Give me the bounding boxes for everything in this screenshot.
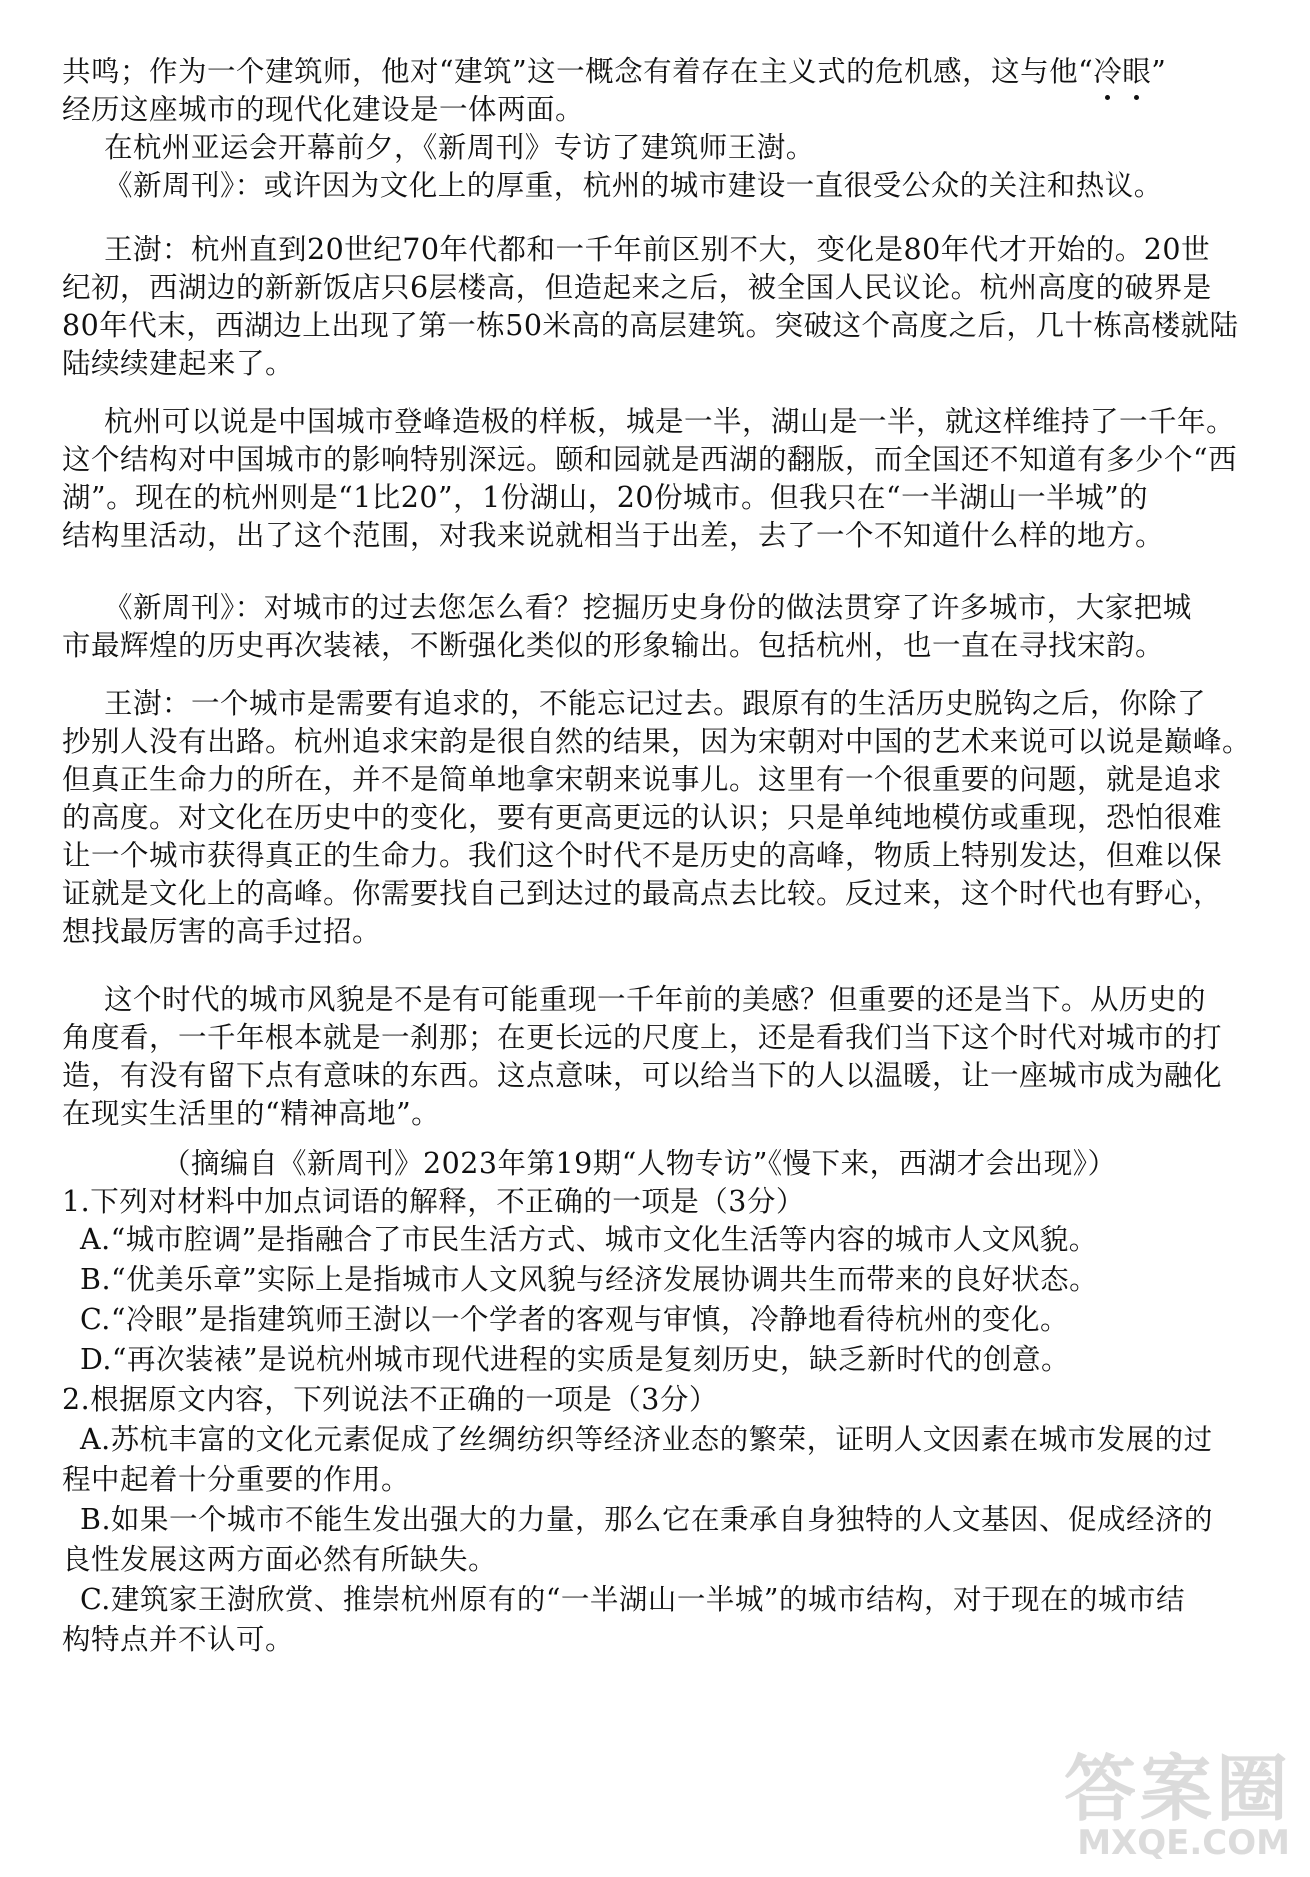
option-d: D.“再次装裱”是说杭州城市现代进程的实质是复刻历史，缺乏新时代的创意。 — [80, 1343, 1071, 1376]
text-line: 王澍：杭州直到20世纪70年代都和一千年前区别不大，变化是80年代才开始的。20世 — [104, 233, 1211, 266]
option-c-cont: 构特点并不认可。 — [62, 1623, 295, 1656]
text-line: 《新周刊》：对城市的过去您怎么看？挖掘历史身份的做法贯穿了许多城市，大家把城 — [104, 591, 1192, 624]
question-2-stem: 2.根据原文内容，下列说法不正确的一项是（3分） — [62, 1383, 718, 1416]
text-line: 但真正生命力的所在，并不是简单地拿宋朝来说事儿。这里有一个很重要的问题，就是追求 — [62, 763, 1223, 796]
option-a: A.“城市腔调”是指融合了市民生活方式、城市文化生活等内容的城市人文风貌。 — [80, 1223, 1098, 1256]
option-a-cont: 程中起着十分重要的作用。 — [62, 1463, 411, 1496]
option-a: A.苏杭丰富的文化元素促成了丝绸纺织等经济业态的繁荣，证明人文因素在城市发展的过 — [80, 1423, 1213, 1456]
watermark-chars: 答案圈 — [1063, 1747, 1292, 1831]
text-line: 造，有没有留下点有意味的东西。这点意味，可以给当下的人以温暖，让一座城市成为融化 — [62, 1059, 1223, 1092]
dotted-char: 冷 — [1093, 52, 1122, 92]
dotted-char: 眼 — [1122, 52, 1151, 92]
text-line: 抄别人没有出路。杭州追求宋韵是很自然的结果，因为宋朝对中国的艺术来说可以说是巅峰。 — [62, 725, 1252, 758]
text-line: 杭州可以说是中国城市登峰造极的样板，城是一半，湖山是一半，就这样维持了一千年。 — [104, 405, 1236, 438]
text-line: 想找最厉害的高手过招。 — [62, 915, 382, 948]
text-line: 在杭州亚运会开幕前夕，《新周刊》专访了建筑师王澍。 — [104, 131, 815, 164]
text-line: 陆续续建起来了。 — [62, 347, 295, 380]
text-line: 结构里活动，出了这个范围，对我来说就相当于出差，去了一个不知道什么样的地方。 — [62, 519, 1165, 552]
text-line: 证就是文化上的高峰。你需要找自己到达过的最高点去比较。反过来，这个时代也有野心， — [62, 877, 1223, 910]
text-line: 湖”。现在的杭州则是“1比20”，1份湖山，20份城市。但我只在“一半湖山一半城”的 — [62, 481, 1149, 514]
text-line: 这个结构对中国城市的影响特别深远。颐和园就是西湖的翻版，而全国还不知道有多少个“西 — [62, 443, 1238, 476]
text-line: 的高度。对文化在历史中的变化，要有更高更远的认识；只是单纯地模仿或重现，恐怕很难 — [62, 801, 1223, 834]
line-text: 共鸣；作为一个建筑师，他对“建筑”这一概念有着存在主义式的危机感，这与他“ — [62, 55, 1094, 88]
text-line: 王澍：一个城市是需要有追求的，不能忘记过去。跟原有的生活历史脱钩之后，你除了 — [104, 687, 1207, 720]
option-c: C.建筑家王澍欣赏、推崇杭州原有的“一半湖山一半城”的城市结构，对于现在的城市结 — [80, 1583, 1185, 1616]
option-b: B.如果一个城市不能生发出强大的力量，那么它在秉承自身独特的人文基因、促成经济的 — [80, 1503, 1214, 1536]
close-quote: ” — [1151, 55, 1167, 88]
text-line: 市最辉煌的历史再次装裱，不断强化类似的形象输出。包括杭州，也一直在寻找宋韵。 — [62, 629, 1165, 662]
text-line: 在现实生活里的“精神高地”。 — [62, 1097, 441, 1130]
text-line: 纪初，西湖边的新新饭店只6层楼高，但造起来之后，被全国人民议论。杭州高度的破界是 — [62, 271, 1212, 304]
text-line — [62, 52, 1166, 92]
question-1-stem: 1.下列对材料中加点词语的解释，不正确的一项是（3分） — [62, 1185, 805, 1218]
source-citation: （摘编自《新周刊》2023年第19期“人物专访”《慢下来，西湖才会出现》） — [162, 1147, 1117, 1180]
watermark-logo — [1008, 1719, 1298, 1869]
text-line: 经历这座城市的现代化建设是一体两面。 — [62, 93, 585, 126]
watermark-url: MXQE.COM — [1077, 1823, 1290, 1863]
text-line: 这个时代的城市风貌是不是有可能重现一千年前的美感？但重要的还是当下。从历史的 — [104, 983, 1207, 1016]
text-line: 角度看，一千年根本就是一刹那；在更长远的尺度上，还是看我们当下这个时代对城市的打 — [62, 1021, 1223, 1054]
option-b-cont: 良性发展这两方面必然有所缺失。 — [62, 1543, 498, 1576]
option-b: B.“优美乐章”实际上是指城市人文风貌与经济发展协调共生而带来的良好状态。 — [80, 1263, 1099, 1296]
text-line: 80年代末，西湖边上出现了第一栋50米高的高层建筑。突破这个高度之后，几十栋高楼就陆 — [62, 309, 1239, 342]
text-line: 让一个城市获得真正的生命力。我们这个时代不是历史的高峰，物质上特别发达，但难以保 — [62, 839, 1223, 872]
text-line: 《新周刊》：或许因为文化上的厚重，杭州的城市建设一直很受公众的关注和热议。 — [104, 169, 1163, 202]
option-c: C.“冷眼”是指建筑师王澍以一个学者的客观与审慎，冷静地看待杭州的变化。 — [80, 1303, 1069, 1336]
